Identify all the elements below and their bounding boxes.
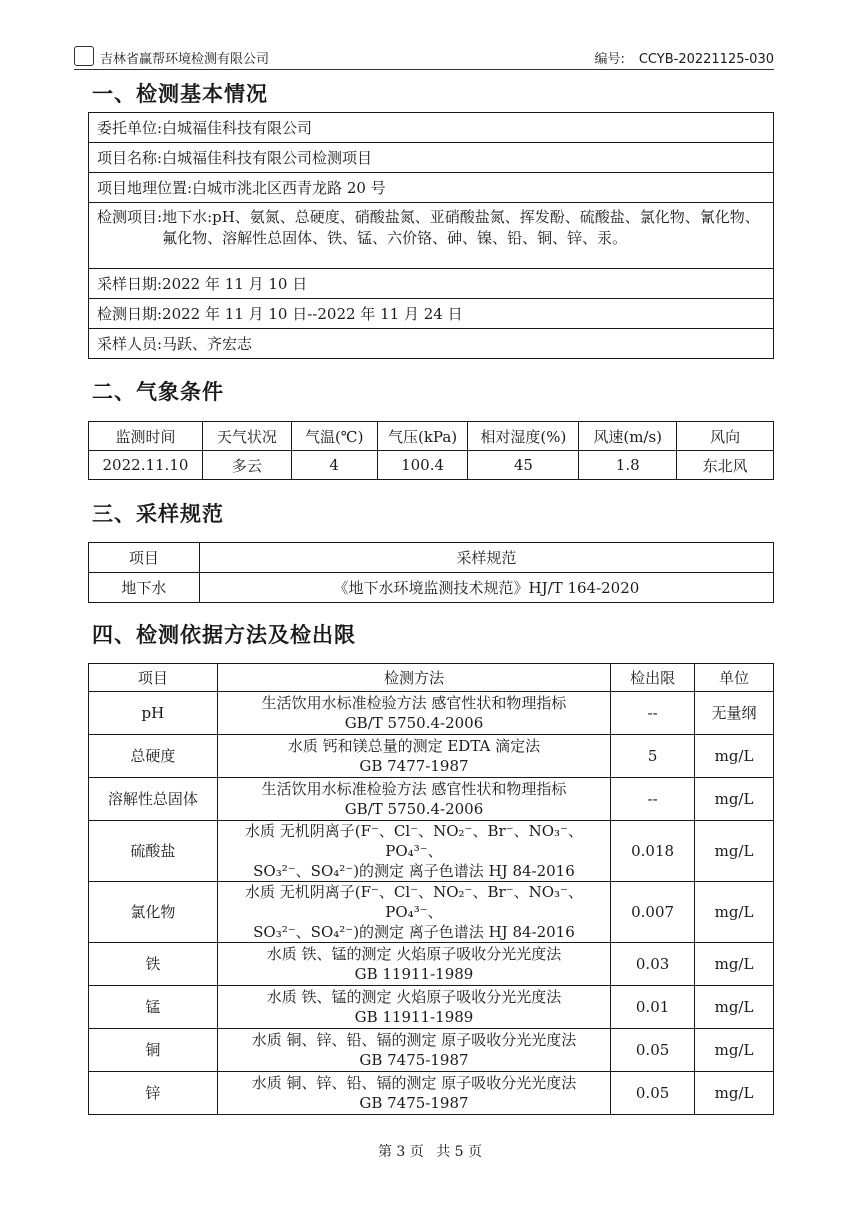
- method-line: GB/T 5750.4-2006: [344, 800, 484, 818]
- basic-info-table: [88, 112, 774, 359]
- method-item: 铜: [89, 1029, 218, 1072]
- section-title-sampling-spec: 三、采样规范: [92, 502, 224, 526]
- method-limit: --: [611, 778, 695, 821]
- table-row: [89, 735, 774, 778]
- weather-header: 风速(m/s): [579, 422, 677, 451]
- method-limit: --: [611, 692, 695, 735]
- method-unit: mg/L: [695, 735, 774, 778]
- methods-header: 检出限: [611, 664, 695, 692]
- method-line: SO₃²⁻、SO₄²⁻)的测定 离子色谱法 HJ 84-2016: [253, 862, 575, 880]
- section-title-methods: 四、检测依据方法及检出限: [92, 623, 356, 647]
- method-item: 锌: [89, 1072, 218, 1115]
- method-unit: mg/L: [695, 1029, 774, 1072]
- weather-data-row: [89, 451, 774, 480]
- spec-cell: 地下水: [89, 573, 200, 603]
- method-unit: mg/L: [695, 986, 774, 1029]
- method-line: 水质 无机阴离子(F⁻、Cl⁻、NO₂⁻、Br⁻、NO₃⁻、PO₄³⁻、: [244, 822, 583, 860]
- report-code: [594, 48, 774, 67]
- method-limit: 0.018: [611, 821, 695, 882]
- weather-header: 气压(kPa): [377, 422, 468, 451]
- method-limit: 0.05: [611, 1072, 695, 1115]
- method-line: 水质 铜、锌、铅、镉的测定 原子吸收分光光度法: [251, 1031, 577, 1049]
- page-header: [74, 46, 774, 68]
- method-item: 总硬度: [89, 735, 218, 778]
- method-standard: [217, 986, 610, 1029]
- table-row: [89, 692, 774, 735]
- method-line: 水质 铜、锌、铅、镉的测定 原子吸收分光光度法: [251, 1074, 577, 1092]
- method-line: GB/T 5750.4-2006: [344, 714, 484, 732]
- methods-header: 单位: [695, 664, 774, 692]
- method-line: 生活饮用水标准检验方法 感官性状和物理指标: [261, 780, 567, 798]
- method-standard: [217, 1029, 610, 1072]
- method-line: SO₃²⁻、SO₄²⁻)的测定 离子色谱法 HJ 84-2016: [253, 923, 575, 941]
- methods-header: 检测方法: [217, 664, 610, 692]
- method-line: GB 11911-1989: [354, 1008, 474, 1026]
- methods-table: [88, 663, 774, 1115]
- sampling-spec-table: [88, 542, 774, 603]
- method-limit: 0.05: [611, 1029, 695, 1072]
- table-row: [89, 986, 774, 1029]
- method-standard: [217, 882, 610, 943]
- company-name: 吉林省赢帮环境检测有限公司: [100, 52, 270, 67]
- method-unit: mg/L: [695, 1072, 774, 1115]
- method-line: 水质 铁、锰的测定 火焰原子吸收分光光度法: [266, 945, 562, 963]
- method-standard: [217, 778, 610, 821]
- section-title-basic-info: 一、检测基本情况: [92, 82, 268, 106]
- method-item: 锰: [89, 986, 218, 1029]
- method-limit: 0.01: [611, 986, 695, 1029]
- weather-table: [88, 421, 774, 480]
- weather-header: 风向: [677, 422, 774, 451]
- methods-header: 项目: [89, 664, 218, 692]
- spec-header: 采样规范: [199, 543, 773, 573]
- method-item: 硫酸盐: [89, 821, 218, 882]
- weather-header: 气温(℃): [291, 422, 377, 451]
- method-standard: [217, 943, 610, 986]
- weather-cell: 多云: [202, 451, 291, 480]
- table-row: [89, 821, 774, 882]
- sampling-date-cell: 采样日期:2022 年 11 月 10 日: [89, 269, 774, 299]
- method-line: GB 7475-1987: [359, 1051, 469, 1069]
- location-cell: 项目地理位置:白城市洮北区西青龙路 20 号: [89, 173, 774, 203]
- report-code-label: 编号:: [594, 52, 625, 67]
- weather-cell: 东北风: [677, 451, 774, 480]
- table-row: [89, 943, 774, 986]
- spec-header: 项目: [89, 543, 200, 573]
- table-row: [89, 778, 774, 821]
- page-number: 第 3 页: [377, 1144, 424, 1160]
- weather-header: 天气状况: [202, 422, 291, 451]
- method-limit: 5: [611, 735, 695, 778]
- methods-header-row: [89, 664, 774, 692]
- table-row: [89, 1072, 774, 1115]
- page-footer: [0, 1141, 860, 1161]
- header-divider: [74, 69, 774, 70]
- test-items-value: 地下水:pH、氨氮、总硬度、硝酸盐氮、亚硝酸盐氮、挥发酚、硫酸盐、氯化物、氰化物、氟化物、溶解性总固体、铁、锰、六价铬、砷、镍、铅、铜、锌、汞。: [162, 208, 760, 247]
- method-unit: mg/L: [695, 778, 774, 821]
- method-line: GB 7477-1987: [359, 757, 469, 775]
- report-code-value: CCYB-20221125-030: [638, 52, 774, 67]
- section-title-weather: 二、气象条件: [92, 380, 224, 404]
- method-standard: [217, 1072, 610, 1115]
- page-total: 共 5 页: [436, 1144, 483, 1160]
- weather-cell: 45: [468, 451, 579, 480]
- client-cell: 委托单位:白城福佳科技有限公司: [89, 113, 774, 143]
- method-standard: [217, 692, 610, 735]
- table-row: [89, 1029, 774, 1072]
- test-date-cell: 检测日期:2022 年 11 月 10 日--2022 年 11 月 24 日: [89, 299, 774, 329]
- method-item: 溶解性总固体: [89, 778, 218, 821]
- method-limit: 0.007: [611, 882, 695, 943]
- method-standard: [217, 735, 610, 778]
- method-line: 生活饮用水标准检验方法 感官性状和物理指标: [261, 694, 567, 712]
- weather-header: 相对湿度(%): [468, 422, 579, 451]
- weather-cell: 1.8: [579, 451, 677, 480]
- weather-cell: 100.4: [377, 451, 468, 480]
- method-line: 水质 钙和镁总量的测定 EDTA 滴定法: [287, 737, 541, 755]
- weather-header-row: [89, 422, 774, 451]
- spec-cell: 《地下水环境监测技术规范》HJ/T 164-2020: [199, 573, 773, 603]
- method-line: GB 7475-1987: [359, 1094, 469, 1112]
- weather-cell: 2022.11.10: [89, 451, 203, 480]
- company-logo-icon: [74, 46, 94, 66]
- method-line: 水质 铁、锰的测定 火焰原子吸收分光光度法: [266, 988, 562, 1006]
- weather-header: 监测时间: [89, 422, 203, 451]
- test-items-label: 检测项目:: [97, 208, 163, 226]
- table-row: [89, 882, 774, 943]
- samplers-cell: 采样人员:马跃、齐宏志: [89, 329, 774, 359]
- test-items-cell: [89, 203, 774, 269]
- method-limit: 0.03: [611, 943, 695, 986]
- spec-header-row: [89, 543, 774, 573]
- method-standard: [217, 821, 610, 882]
- method-item: 氯化物: [89, 882, 218, 943]
- method-unit: mg/L: [695, 821, 774, 882]
- method-item: pH: [89, 692, 218, 735]
- method-line: 水质 无机阴离子(F⁻、Cl⁻、NO₂⁻、Br⁻、NO₃⁻、PO₄³⁻、: [244, 883, 583, 921]
- method-item: 铁: [89, 943, 218, 986]
- method-line: GB 11911-1989: [354, 965, 474, 983]
- project-cell: 项目名称:白城福佳科技有限公司检测项目: [89, 143, 774, 173]
- method-unit: 无量纲: [695, 692, 774, 735]
- spec-data-row: [89, 573, 774, 603]
- weather-cell: 4: [291, 451, 377, 480]
- method-unit: mg/L: [695, 882, 774, 943]
- method-unit: mg/L: [695, 943, 774, 986]
